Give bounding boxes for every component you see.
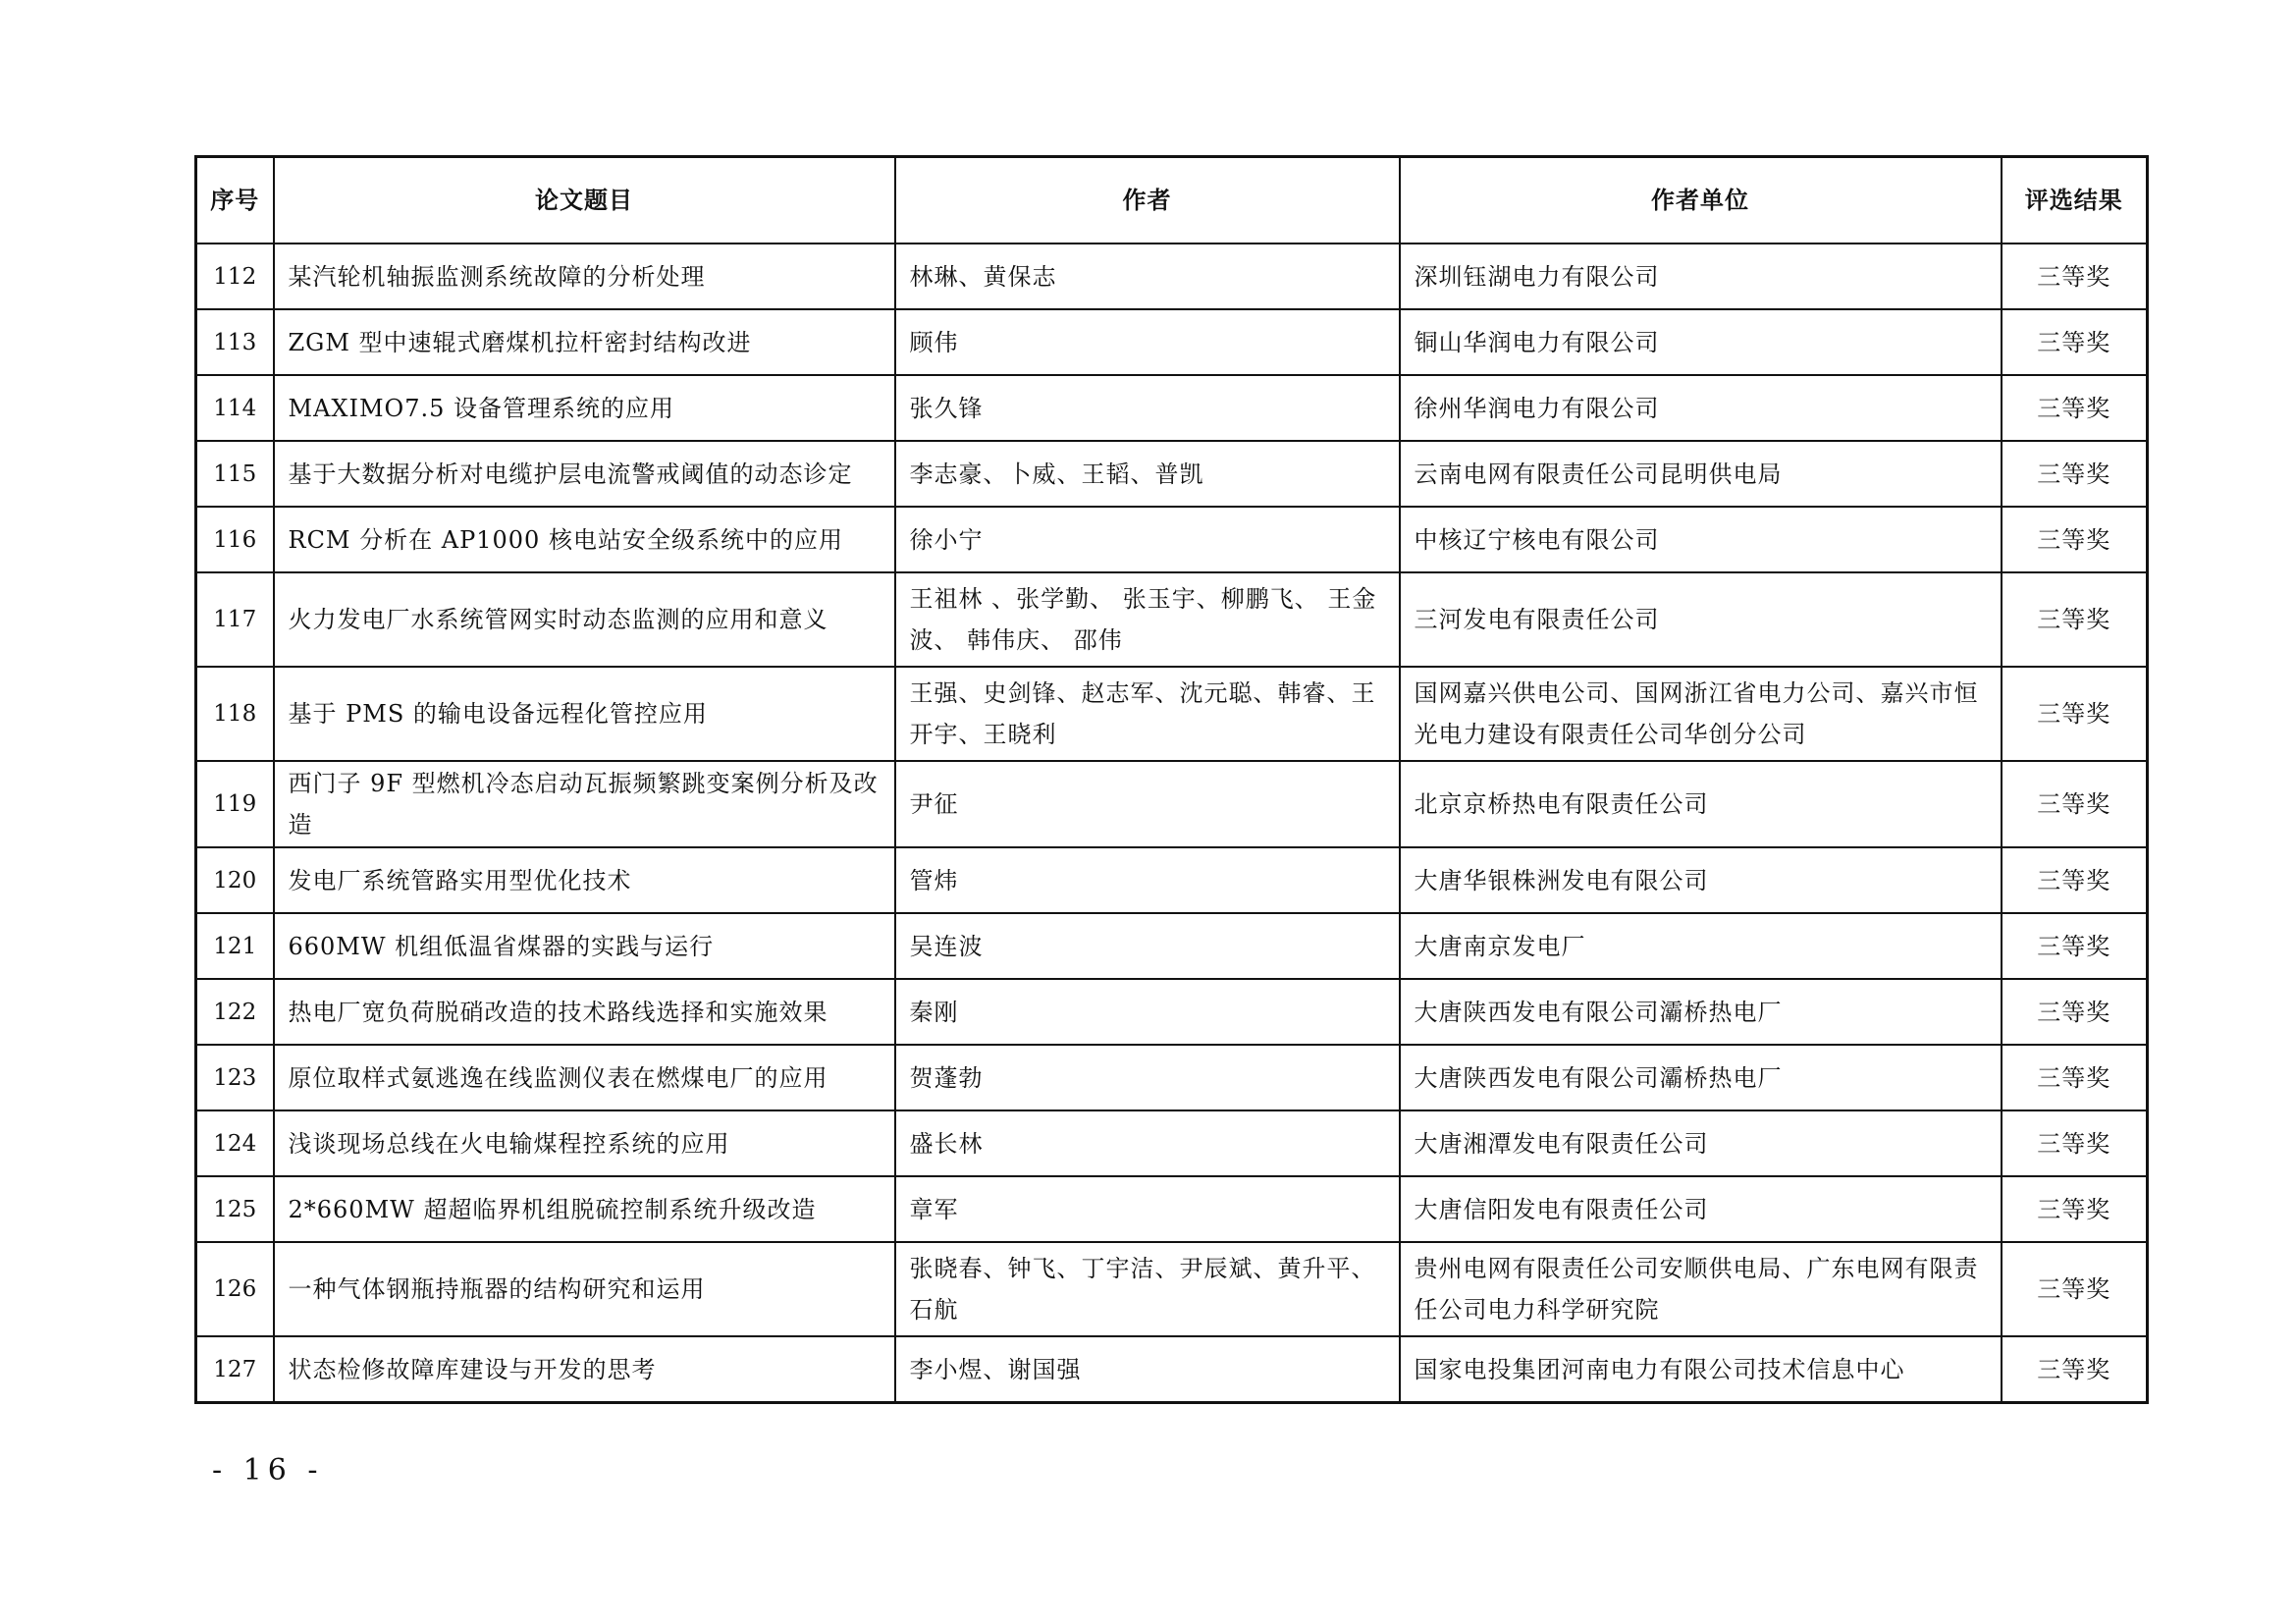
cell-result: 三等奖 — [2002, 913, 2148, 979]
header-title: 论文题目 — [274, 157, 895, 244]
cell-result: 三等奖 — [2002, 1176, 2148, 1242]
table-row — [196, 572, 2148, 667]
cell-author: 管炜 — [895, 847, 1400, 913]
cell-unit: 深圳钰湖电力有限公司 — [1400, 244, 2002, 309]
cell-result: 三等奖 — [2002, 572, 2148, 667]
cell-title: MAXIMO7.5 设备管理系统的应用 — [274, 375, 895, 441]
cell-author: 张久锋 — [895, 375, 1400, 441]
cell-result: 三等奖 — [2002, 979, 2148, 1045]
table-row — [196, 309, 2148, 375]
header-unit: 作者单位 — [1400, 157, 2002, 244]
cell-author: 盛长林 — [895, 1110, 1400, 1176]
cell-title: 西门子 9F 型燃机冷态启动瓦振频繁跳变案例分析及改造 — [274, 761, 895, 847]
cell-seq: 112 — [196, 244, 274, 309]
cell-author: 王强、史剑锋、赵志军、沈元聪、韩睿、王开宇、王晓利 — [895, 667, 1400, 761]
cell-unit: 大唐湘潭发电有限责任公司 — [1400, 1110, 2002, 1176]
cell-unit: 中核辽宁核电有限公司 — [1400, 507, 2002, 572]
table-row — [196, 979, 2148, 1045]
cell-unit: 大唐南京发电厂 — [1400, 913, 2002, 979]
cell-result: 三等奖 — [2002, 667, 2148, 761]
table-row — [196, 1045, 2148, 1110]
table-row — [196, 507, 2148, 572]
table-row — [196, 244, 2148, 309]
table-row — [196, 1242, 2148, 1336]
cell-title: 浅谈现场总线在火电输煤程控系统的应用 — [274, 1110, 895, 1176]
cell-unit: 云南电网有限责任公司昆明供电局 — [1400, 441, 2002, 507]
cell-title: 基于 PMS 的输电设备远程化管控应用 — [274, 667, 895, 761]
cell-author: 秦刚 — [895, 979, 1400, 1045]
cell-result: 三等奖 — [2002, 1045, 2148, 1110]
cell-title: 2*660MW 超超临界机组脱硫控制系统升级改造 — [274, 1176, 895, 1242]
cell-seq: 123 — [196, 1045, 274, 1110]
cell-unit: 三河发电有限责任公司 — [1400, 572, 2002, 667]
cell-title: 原位取样式氨逃逸在线监测仪表在燃煤电厂的应用 — [274, 1045, 895, 1110]
cell-result: 三等奖 — [2002, 1110, 2148, 1176]
cell-result: 三等奖 — [2002, 761, 2148, 847]
cell-title: 某汽轮机轴振监测系统故障的分析处理 — [274, 244, 895, 309]
cell-result: 三等奖 — [2002, 847, 2148, 913]
cell-result: 三等奖 — [2002, 507, 2148, 572]
cell-seq: 126 — [196, 1242, 274, 1336]
cell-unit: 北京京桥热电有限责任公司 — [1400, 761, 2002, 847]
cell-seq: 127 — [196, 1336, 274, 1403]
table-row — [196, 1110, 2148, 1176]
table-row — [196, 667, 2148, 761]
cell-title: 火力发电厂水系统管网实时动态监测的应用和意义 — [274, 572, 895, 667]
cell-title: 基于大数据分析对电缆护层电流警戒阈值的动态诊定 — [274, 441, 895, 507]
cell-unit: 贵州电网有限责任公司安顺供电局、广东电网有限责任公司电力科学研究院 — [1400, 1242, 2002, 1336]
cell-result: 三等奖 — [2002, 375, 2148, 441]
cell-seq: 118 — [196, 667, 274, 761]
cell-seq: 122 — [196, 979, 274, 1045]
cell-title: 发电厂系统管路实用型优化技术 — [274, 847, 895, 913]
cell-title: 660MW 机组低温省煤器的实践与运行 — [274, 913, 895, 979]
cell-author: 王祖林 、张学勤、 张玉宇、柳鹏飞、 王金波、 韩伟庆、 邵伟 — [895, 572, 1400, 667]
header-seq: 序号 — [196, 157, 274, 244]
cell-seq: 124 — [196, 1110, 274, 1176]
cell-author: 贺蓬勃 — [895, 1045, 1400, 1110]
cell-author: 吴连波 — [895, 913, 1400, 979]
cell-title: 一种气体钢瓶持瓶器的结构研究和运用 — [274, 1242, 895, 1336]
cell-author: 张晓春、钟飞、丁宇洁、尹辰斌、黄升平、石航 — [895, 1242, 1400, 1336]
cell-seq: 115 — [196, 441, 274, 507]
cell-author: 尹征 — [895, 761, 1400, 847]
cell-seq: 119 — [196, 761, 274, 847]
cell-unit: 大唐陕西发电有限公司灞桥热电厂 — [1400, 1045, 2002, 1110]
cell-seq: 121 — [196, 913, 274, 979]
table-row — [196, 1336, 2148, 1403]
cell-unit: 大唐华银株洲发电有限公司 — [1400, 847, 2002, 913]
header-author: 作者 — [895, 157, 1400, 244]
page-number: - 16 - — [212, 1453, 324, 1488]
table-row — [196, 847, 2148, 913]
cell-author: 李小煜、谢国强 — [895, 1336, 1400, 1403]
cell-unit: 大唐信阳发电有限责任公司 — [1400, 1176, 2002, 1242]
table-row — [196, 1176, 2148, 1242]
cell-unit: 国家电投集团河南电力有限公司技术信息中心 — [1400, 1336, 2002, 1403]
cell-title: 状态检修故障库建设与开发的思考 — [274, 1336, 895, 1403]
cell-unit: 国网嘉兴供电公司、国网浙江省电力公司、嘉兴市恒光电力建设有限责任公司华创分公司 — [1400, 667, 2002, 761]
cell-title: 热电厂宽负荷脱硝改造的技术路线选择和实施效果 — [274, 979, 895, 1045]
cell-result: 三等奖 — [2002, 309, 2148, 375]
cell-seq: 117 — [196, 572, 274, 667]
cell-result: 三等奖 — [2002, 244, 2148, 309]
cell-result: 三等奖 — [2002, 1336, 2148, 1403]
cell-seq: 113 — [196, 309, 274, 375]
table-row — [196, 375, 2148, 441]
cell-title: ZGM 型中速辊式磨煤机拉杆密封结构改进 — [274, 309, 895, 375]
table-row — [196, 441, 2148, 507]
cell-seq: 125 — [196, 1176, 274, 1242]
header-result: 评选结果 — [2002, 157, 2148, 244]
cell-author: 徐小宁 — [895, 507, 1400, 572]
cell-seq: 114 — [196, 375, 274, 441]
cell-result: 三等奖 — [2002, 441, 2148, 507]
cell-seq: 120 — [196, 847, 274, 913]
table-row — [196, 761, 2148, 847]
cell-unit: 铜山华润电力有限公司 — [1400, 309, 2002, 375]
table-header-row — [196, 157, 2148, 244]
cell-seq: 116 — [196, 507, 274, 572]
cell-author: 林琳、黄保志 — [895, 244, 1400, 309]
table-row — [196, 913, 2148, 979]
cell-author: 李志豪、卜威、王韬、普凯 — [895, 441, 1400, 507]
award-table — [194, 155, 2149, 1404]
cell-result: 三等奖 — [2002, 1242, 2148, 1336]
cell-unit: 大唐陕西发电有限公司灞桥热电厂 — [1400, 979, 2002, 1045]
cell-author: 章军 — [895, 1176, 1400, 1242]
cell-author: 顾伟 — [895, 309, 1400, 375]
cell-title: RCM 分析在 AP1000 核电站安全级系统中的应用 — [274, 507, 895, 572]
cell-unit: 徐州华润电力有限公司 — [1400, 375, 2002, 441]
